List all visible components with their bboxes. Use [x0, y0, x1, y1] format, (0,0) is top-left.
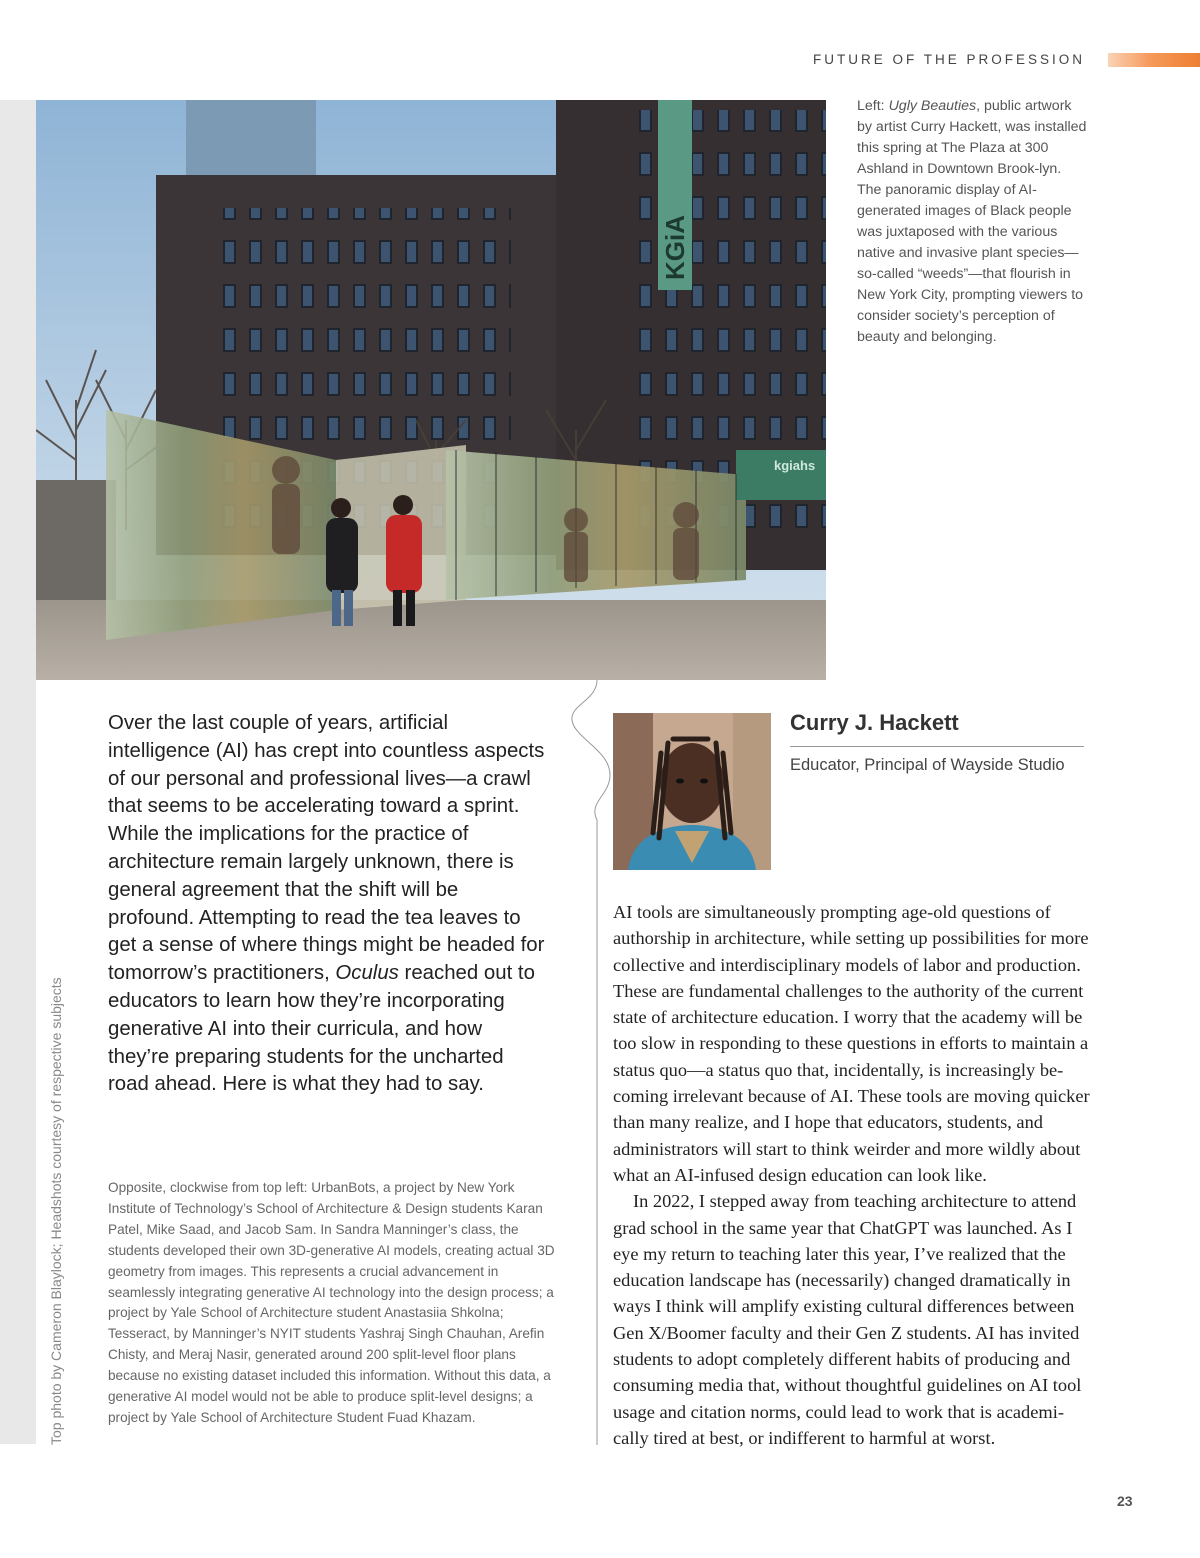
hero-caption	[857, 96, 1089, 348]
hero-caption-prefix: Left:	[857, 98, 889, 114]
lede-part-2: reached out to educators to learn how they’re incorporating generative AI into their curricula, and how they’re preparing students for the uncharted road ahead. Here is what they had to say.	[108, 962, 535, 1096]
page-number: 23	[1117, 1493, 1133, 1509]
essay-paragraph: AI tools are simultaneously prompting age-old questions of authorship in architecture, while setting up possibilities for more collective and interdisciplinary models of labor and production. These are fundamental challenges to the authority of the current state of architecture education. I worry that the academy will be too slow in responding to these questions in efforts to maintain a status quo—a status quo that, incidentally, is increasingly be-coming irrelevant because of AI. These tools are moving quicker than many realize, and I hope that educators, students, and administrators will start to think weirder and more wildly about what an AI-infused design education can look like.	[613, 902, 1090, 1185]
hero-caption-title: Ugly Beauties	[888, 98, 977, 114]
headshot-avatar	[613, 713, 771, 870]
svg-text:kgiahs: kgiahs	[774, 458, 816, 473]
accent-bar	[1108, 53, 1200, 67]
publication-name: Oculus	[335, 962, 399, 985]
essay-body	[613, 899, 1091, 1451]
name-rule	[790, 746, 1084, 747]
photo-public-artwork-icon	[36, 100, 826, 680]
opposite-caption: Opposite, clockwise from top left: UrbanBots, a project by New York Institute of Technology’s School of Architecture & Design students Karan Patel, Mike Saad, and Jacob Sam. In Sandra Manninger’s class, the students developed their own 3D-generative AI models, creating actual 3D geometry from images. This represents a crucial advancement in seamlessly integrating generative AI technology into the design process; a project by Yale School of Architecture student Anastasiia Shkolna; Tesseract, by Manninger’s NYIT students Yashraj Singh Chauhan, Arefin Chisty, and Meraj Nasir, generated around 200 split-level floor plans because no existing dataset included this information. Without this data, a generative AI model would not be able to produce split-level designs; a project by Yale School of Architecture Student Fuad Khazam.	[108, 1180, 555, 1425]
essay-paragraph: In 2022, I stepped away from teaching architecture to attend grad school in the same year that ChatGPT was launched. As I eye my return to teaching later this year, I’ve realized that the education landscape has (necessarily) changed dramatically in ways I think will amplify existing cultural differences between Gen X/Boomer faculty and their Gen Z students. AI has invited students to adopt completely different habits of producing and consuming media that, without thoughtful guidelines on AI tool usage and citation norms, could lead to work that is academi-cally tired at best, or indifferent to harmful at worst.	[613, 1191, 1082, 1448]
photo-credit: Top photo by Cameron Blaylock; Headshots courtesy of respective subjects	[48, 977, 64, 1445]
side-strip	[0, 100, 36, 1444]
hero-caption-body: , public artwork by artist Curry Hackett, was installed this spring at The Plaza at 300 Ashland in Downtown Brook-lyn. The panoramic display of AI-generated images of Black people was juxtaposed with the various native and invasive plant species—so-called “weeds”—that flourish in New York City, prompting viewers to consider society’s perception of beauty and belonging.	[857, 98, 1087, 345]
wave-divider	[560, 680, 620, 1450]
profile-name: Curry J. Hackett	[790, 710, 959, 735]
section-label: FUTURE OF THE PROFESSION	[812, 52, 1085, 67]
profile-role: Educator, Principal of Wayside Studio	[790, 756, 1065, 774]
svg-text:KGiA: KGiA	[660, 215, 690, 280]
lede-part-1: Over the last couple of years, artificial intelligence (AI) has crept into countless aspects of our personal and professional lives—a crawl that seems to be accelerating toward a sprint. While the implications for the practice of architecture remain largely unknown, there is general agreement that the shift will be profound. Attempting to read the tea leaves to get a sense of where things might be headed for tomorrow’s practitioners,	[108, 712, 545, 985]
lede-paragraph	[108, 710, 548, 1099]
hero-photo	[36, 100, 826, 680]
